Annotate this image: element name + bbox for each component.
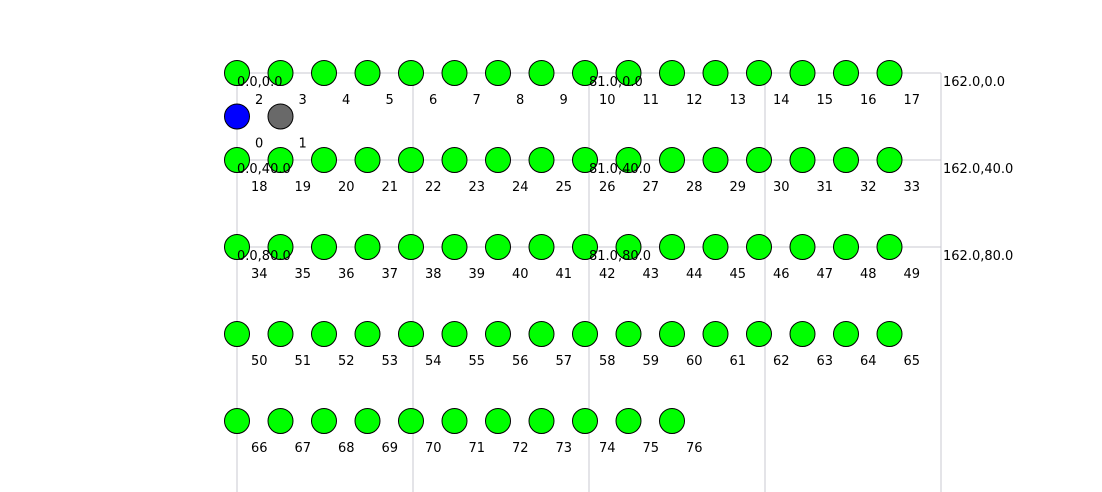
coordinate-label: 81.0,40.0: [589, 162, 652, 177]
node-label: 75: [642, 441, 660, 456]
node-circle[interactable]: [834, 148, 859, 173]
node-circle[interactable]: [225, 104, 250, 129]
coordinate-label: 0.0,80.0: [237, 249, 291, 264]
node-label: 30: [773, 180, 790, 195]
node-circle[interactable]: [312, 322, 337, 347]
node-label: 70: [425, 441, 442, 456]
node-label: 45: [729, 267, 747, 282]
node-circle[interactable]: [312, 148, 337, 173]
node-label: 36: [338, 267, 355, 282]
node-label: 9: [559, 93, 568, 108]
node-label: 2: [255, 93, 264, 108]
node-circle[interactable]: [529, 61, 554, 86]
node-label: 18: [251, 180, 268, 195]
node-label: 31: [816, 180, 834, 195]
node-label: 66: [251, 441, 268, 456]
node-circle[interactable]: [442, 61, 467, 86]
node-circle[interactable]: [573, 322, 598, 347]
node-label: 25: [555, 180, 573, 195]
node-label: 21: [381, 180, 399, 195]
node-circle[interactable]: [877, 148, 902, 173]
node-label: 5: [385, 93, 394, 108]
node-circle[interactable]: [747, 322, 772, 347]
node-label: 1: [298, 136, 307, 152]
node-label: 32: [860, 180, 877, 195]
node-circle[interactable]: [399, 409, 424, 434]
node-circle[interactable]: [442, 322, 467, 347]
node-circle[interactable]: [573, 409, 598, 434]
node-circle[interactable]: [486, 409, 511, 434]
node-label: 57: [555, 354, 573, 369]
node-circle[interactable]: [399, 61, 424, 86]
node-label: 40: [512, 267, 529, 282]
node-circle[interactable]: [486, 235, 511, 260]
node-circle[interactable]: [877, 235, 902, 260]
node-circle[interactable]: [399, 148, 424, 173]
node-label: 63: [816, 354, 834, 369]
node-label: 62: [773, 354, 790, 369]
node-circle[interactable]: [703, 148, 728, 173]
node-label: 71: [468, 441, 486, 456]
node-label: 0: [255, 136, 264, 152]
node-label: 55: [468, 354, 486, 369]
node-circle[interactable]: [312, 235, 337, 260]
node-circle[interactable]: [225, 409, 250, 434]
node-label: 54: [425, 354, 442, 369]
node-label: 19: [294, 180, 312, 195]
node-label: 38: [425, 267, 442, 282]
node-circle[interactable]: [268, 322, 293, 347]
node-label: 72: [512, 441, 529, 456]
node-circle[interactable]: [355, 61, 380, 86]
coordinate-label: 162.0,0.0: [943, 75, 1006, 90]
node-label: 41: [555, 267, 573, 282]
node-label: 28: [686, 180, 703, 195]
node-label: 68: [338, 441, 355, 456]
node-label: 48: [860, 267, 877, 282]
node-circle[interactable]: [877, 61, 902, 86]
node-circle[interactable]: [529, 409, 554, 434]
node-label: 34: [251, 267, 268, 282]
node-circle[interactable]: [703, 322, 728, 347]
node-circle[interactable]: [312, 61, 337, 86]
node-circle[interactable]: [660, 409, 685, 434]
node-circle[interactable]: [703, 61, 728, 86]
node-circle[interactable]: [529, 322, 554, 347]
node-label: 47: [816, 267, 834, 282]
coordinate-label: 162.0,40.0: [943, 162, 1014, 177]
node-label: 69: [381, 441, 399, 456]
node-circle[interactable]: [790, 235, 815, 260]
node-circle[interactable]: [355, 409, 380, 434]
coordinate-label: 162.0,80.0: [943, 249, 1014, 264]
node-label: 22: [425, 180, 442, 195]
node-circle[interactable]: [877, 322, 902, 347]
node-label: 43: [642, 267, 660, 282]
node-circle[interactable]: [486, 148, 511, 173]
node-label: 60: [686, 354, 703, 369]
coordinate-label: 81.0,80.0: [589, 249, 652, 264]
node-label: 52: [338, 354, 355, 369]
node-circle[interactable]: [747, 235, 772, 260]
node-label: 64: [860, 354, 877, 369]
node-circle[interactable]: [790, 61, 815, 86]
node-circle[interactable]: [529, 148, 554, 173]
node-label: 15: [816, 93, 834, 108]
node-circle[interactable]: [486, 61, 511, 86]
node-label: 37: [381, 267, 399, 282]
node-circle[interactable]: [486, 322, 511, 347]
node-circle[interactable]: [442, 409, 467, 434]
node-label: 51: [294, 354, 312, 369]
node-label: 10: [599, 93, 616, 108]
node-circle[interactable]: [442, 148, 467, 173]
node-circle[interactable]: [268, 409, 293, 434]
node-label: 73: [555, 441, 573, 456]
node-circle[interactable]: [834, 322, 859, 347]
node-circle[interactable]: [268, 104, 293, 129]
node-label: 14: [773, 93, 790, 108]
node-label: 42: [599, 267, 616, 282]
node-label: 26: [599, 180, 616, 195]
node-label: 46: [773, 267, 790, 282]
node-label: 24: [512, 180, 529, 195]
node-label: 53: [381, 354, 399, 369]
node-label: 67: [294, 441, 312, 456]
node-circle[interactable]: [660, 235, 685, 260]
node-label: 33: [903, 180, 921, 195]
node-circle[interactable]: [703, 235, 728, 260]
coordinate-label: 81.0,0.0: [589, 75, 643, 90]
coordinate-label: 0.0,0.0: [237, 75, 283, 90]
node-label: 58: [599, 354, 616, 369]
node-circle[interactable]: [355, 322, 380, 347]
node-label: 20: [338, 180, 355, 195]
node-circle[interactable]: [747, 148, 772, 173]
node-label: 13: [729, 93, 747, 108]
node-circle[interactable]: [660, 322, 685, 347]
node-label: 12: [686, 93, 703, 108]
node-circle[interactable]: [834, 61, 859, 86]
node-label: 27: [642, 180, 660, 195]
node-circle[interactable]: [660, 61, 685, 86]
node-circle[interactable]: [442, 235, 467, 260]
node-circle[interactable]: [399, 322, 424, 347]
coordinate-label: 0.0,40.0: [237, 162, 291, 177]
node-label: 8: [516, 93, 525, 108]
node-label: 11: [642, 93, 660, 108]
node-circle[interactable]: [790, 322, 815, 347]
node-circle[interactable]: [660, 148, 685, 173]
node-label: 59: [642, 354, 660, 369]
node-label: 4: [342, 93, 351, 108]
node-circle[interactable]: [747, 61, 772, 86]
node-circle[interactable]: [312, 409, 337, 434]
node-label: 35: [294, 267, 312, 282]
node-label: 49: [903, 267, 921, 282]
node-label: 16: [860, 93, 877, 108]
node-label: 3: [298, 93, 307, 108]
node-label: 17: [903, 93, 921, 108]
node-label: 50: [251, 354, 268, 369]
node-circle[interactable]: [834, 235, 859, 260]
node-circle[interactable]: [355, 148, 380, 173]
node-circle[interactable]: [616, 409, 641, 434]
node-label: 74: [599, 441, 616, 456]
node-circle[interactable]: [529, 235, 554, 260]
node-label: 56: [512, 354, 529, 369]
node-label: 44: [686, 267, 703, 282]
node-circle[interactable]: [616, 322, 641, 347]
node-label: 7: [472, 93, 481, 108]
node-circle[interactable]: [399, 235, 424, 260]
node-label: 39: [468, 267, 486, 282]
node-circle[interactable]: [225, 322, 250, 347]
node-label: 6: [429, 93, 438, 108]
node-label: 76: [686, 441, 703, 456]
node-label: 23: [468, 180, 486, 195]
node-label: 65: [903, 354, 921, 369]
node-label: 29: [729, 180, 747, 195]
node-label: 61: [729, 354, 747, 369]
node-circle[interactable]: [355, 235, 380, 260]
node-circle[interactable]: [790, 148, 815, 173]
